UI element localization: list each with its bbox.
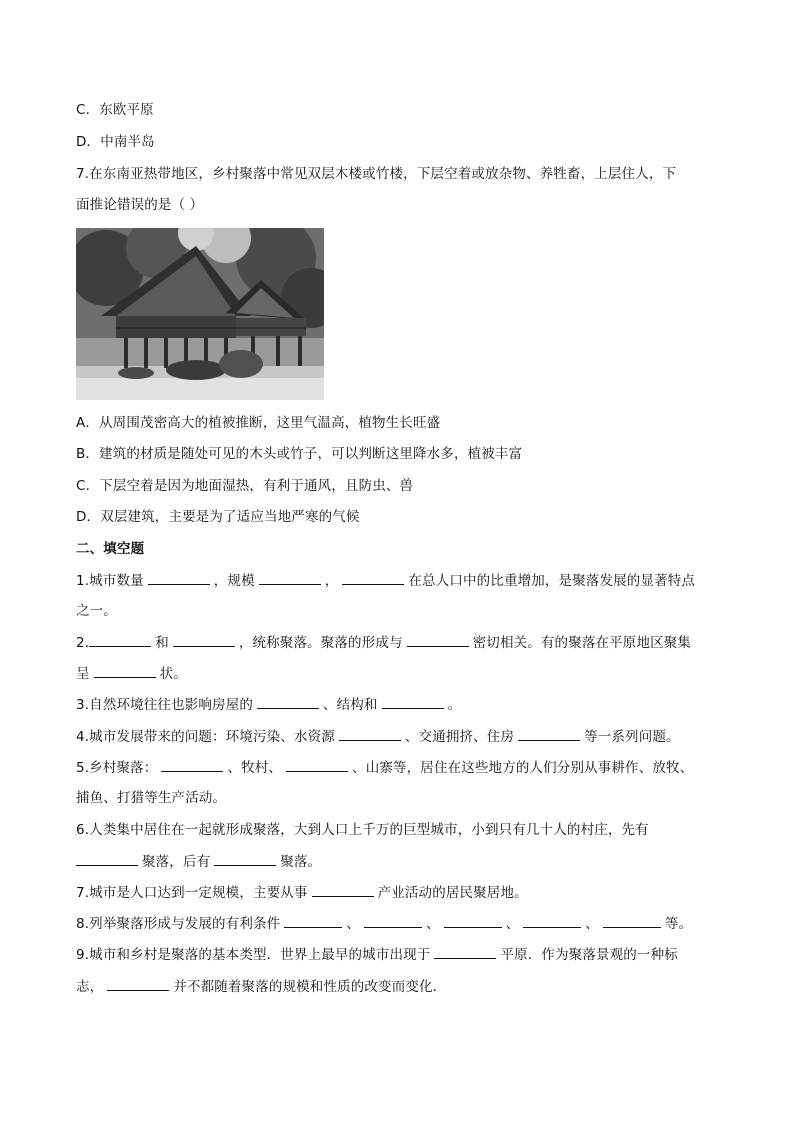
fill-q8-sep: 、 bbox=[505, 916, 520, 932]
answer-blank[interactable] bbox=[382, 694, 444, 709]
fill-q8-sep: 、 bbox=[425, 916, 440, 932]
fill-q3-text-b: 、结构和 bbox=[322, 697, 378, 713]
section-title-fill-in: 二、填空题 bbox=[76, 541, 145, 557]
option-d-prev: D．中南半岛 bbox=[76, 134, 155, 150]
answer-blank[interactable] bbox=[603, 913, 661, 928]
fill-question-6: 6.人类集中居住在一起就形成聚落，大到人口上千万的巨型城市，小到只有几十人的村庄，先有 bbox=[76, 822, 649, 838]
answer-blank[interactable] bbox=[342, 570, 404, 585]
answer-blank[interactable] bbox=[214, 851, 276, 866]
fill-q6-text-c: 聚落。 bbox=[280, 854, 322, 870]
answer-blank[interactable] bbox=[312, 882, 374, 897]
fill-q1-text-d: 在总人口中的比重增加，是聚落发展的显著特点 bbox=[408, 573, 696, 589]
fill-q9-text-d: 并不都随着聚落的规模和性质的改变而变化． bbox=[173, 979, 447, 995]
fill-question-8 bbox=[76, 913, 692, 934]
fill-q8-sep: 、 bbox=[346, 916, 360, 932]
answer-blank[interactable] bbox=[94, 663, 156, 678]
fill-question-1-cont: 之一。 bbox=[76, 603, 117, 619]
stilt-house-photo bbox=[76, 228, 324, 400]
fill-question-7 bbox=[76, 882, 528, 903]
fill-q3-text-a: 3.自然环境往往也影响房屋的 bbox=[76, 697, 253, 713]
answer-blank[interactable] bbox=[173, 632, 235, 647]
answer-blank[interactable] bbox=[286, 757, 348, 772]
fill-question-5 bbox=[76, 757, 693, 778]
fill-q5-text-c: 、山寨等，居住在这些地方的人们分别从事耕作、放牧、 bbox=[352, 760, 694, 776]
answer-blank[interactable] bbox=[444, 913, 502, 928]
fill-question-9-cont bbox=[76, 976, 446, 997]
answer-blank[interactable] bbox=[407, 632, 469, 647]
fill-question-2 bbox=[76, 632, 691, 653]
fill-q2-text-b: 和 bbox=[155, 635, 169, 651]
question-7-stem-line2: 面推论错误的是（ ） bbox=[76, 197, 204, 213]
answer-blank[interactable] bbox=[339, 726, 401, 741]
fill-q2-text-f: 状。 bbox=[159, 666, 187, 682]
fill-question-3 bbox=[76, 694, 461, 715]
answer-blank[interactable] bbox=[89, 632, 151, 647]
answer-blank[interactable] bbox=[518, 726, 580, 741]
question-7-option-b: B．建筑的材质是随处可见的木头或竹子，可以判断这里降水多，植被丰富 bbox=[76, 446, 523, 462]
answer-blank[interactable] bbox=[364, 913, 422, 928]
fill-q8-end: 等。 bbox=[664, 916, 693, 932]
fill-q4-text-c: 等一系列问题。 bbox=[584, 729, 680, 745]
fill-question-5-cont: 捕鱼、打猎等生产活动。 bbox=[76, 790, 227, 806]
fill-q5-text-a: 5.乡村聚落： bbox=[76, 760, 158, 776]
fill-question-4 bbox=[76, 726, 680, 747]
answer-blank[interactable] bbox=[148, 570, 210, 585]
answer-blank[interactable] bbox=[257, 694, 319, 709]
question-7-option-a: A．从周围茂密高大的植被推断，这里气温高，植物生长旺盛 bbox=[76, 415, 441, 431]
question-7-stem-line1: 7.在东南亚热带地区，乡村聚落中常见双层木楼或竹楼，下层空着或放杂物、养牲畜，上层住人，下 bbox=[76, 166, 677, 182]
question-7-option-d: D．双层建筑，主要是为了适应当地严寒的气候 bbox=[76, 509, 360, 525]
option-c-prev: C．东欧平原 bbox=[76, 102, 154, 118]
answer-blank[interactable] bbox=[161, 757, 223, 772]
fill-q2-text-a: 2. bbox=[76, 635, 90, 651]
fill-q4-text-b: 、交通拥挤、住房 bbox=[404, 729, 515, 745]
fill-q2-text-e: 呈 bbox=[76, 666, 90, 682]
fill-q9-text-c: 志， bbox=[76, 979, 104, 995]
answer-blank[interactable] bbox=[284, 913, 342, 928]
fill-question-1 bbox=[76, 570, 695, 591]
fill-q5-text-b: 、牧村、 bbox=[227, 760, 283, 776]
question-7-option-c: C．下层空着是因为地面湿热，有利于通风，且防虫、兽 bbox=[76, 478, 414, 494]
fill-q4-text-a: 4.城市发展带来的问题：环境污染、水资源 bbox=[76, 729, 335, 745]
fill-q3-text-c: 。 bbox=[447, 697, 462, 713]
fill-q2-text-c: ，统称聚落。聚落的形成与 bbox=[238, 635, 403, 651]
fill-question-6-cont bbox=[76, 851, 321, 872]
fill-q6-text-b: 聚落，后有 bbox=[142, 854, 211, 870]
answer-blank[interactable] bbox=[523, 913, 581, 928]
fill-q8-text-a: 8.列举聚落形成与发展的有利条件 bbox=[76, 916, 281, 932]
fill-q1-text-c: ， bbox=[324, 573, 339, 589]
fill-q8-sep: 、 bbox=[585, 916, 599, 932]
fill-q7-text-a: 7.城市是人口达到一定规模，主要从事 bbox=[76, 885, 308, 901]
answer-blank[interactable] bbox=[434, 944, 496, 959]
fill-q1-text-a: 1.城市数量 bbox=[76, 573, 144, 589]
fill-q9-text-a: 9.城市和乡村是聚落的基本类型．世界上最早的城市出现于 bbox=[76, 947, 431, 963]
fill-question-2-cont bbox=[76, 663, 187, 684]
stilt-house-illustration bbox=[76, 228, 324, 400]
fill-q9-text-b: 平原．作为聚落景观的一种标 bbox=[500, 947, 678, 963]
answer-blank[interactable] bbox=[107, 976, 169, 991]
answer-blank[interactable] bbox=[259, 570, 321, 585]
fill-question-9 bbox=[76, 944, 678, 965]
answer-blank[interactable] bbox=[76, 851, 138, 866]
fill-q2-text-d: 密切相关。有的聚落在平原地区聚集 bbox=[472, 635, 692, 651]
fill-q7-text-b: 产业活动的居民聚居地。 bbox=[377, 885, 528, 901]
fill-q1-text-b: ，规模 bbox=[213, 573, 255, 589]
